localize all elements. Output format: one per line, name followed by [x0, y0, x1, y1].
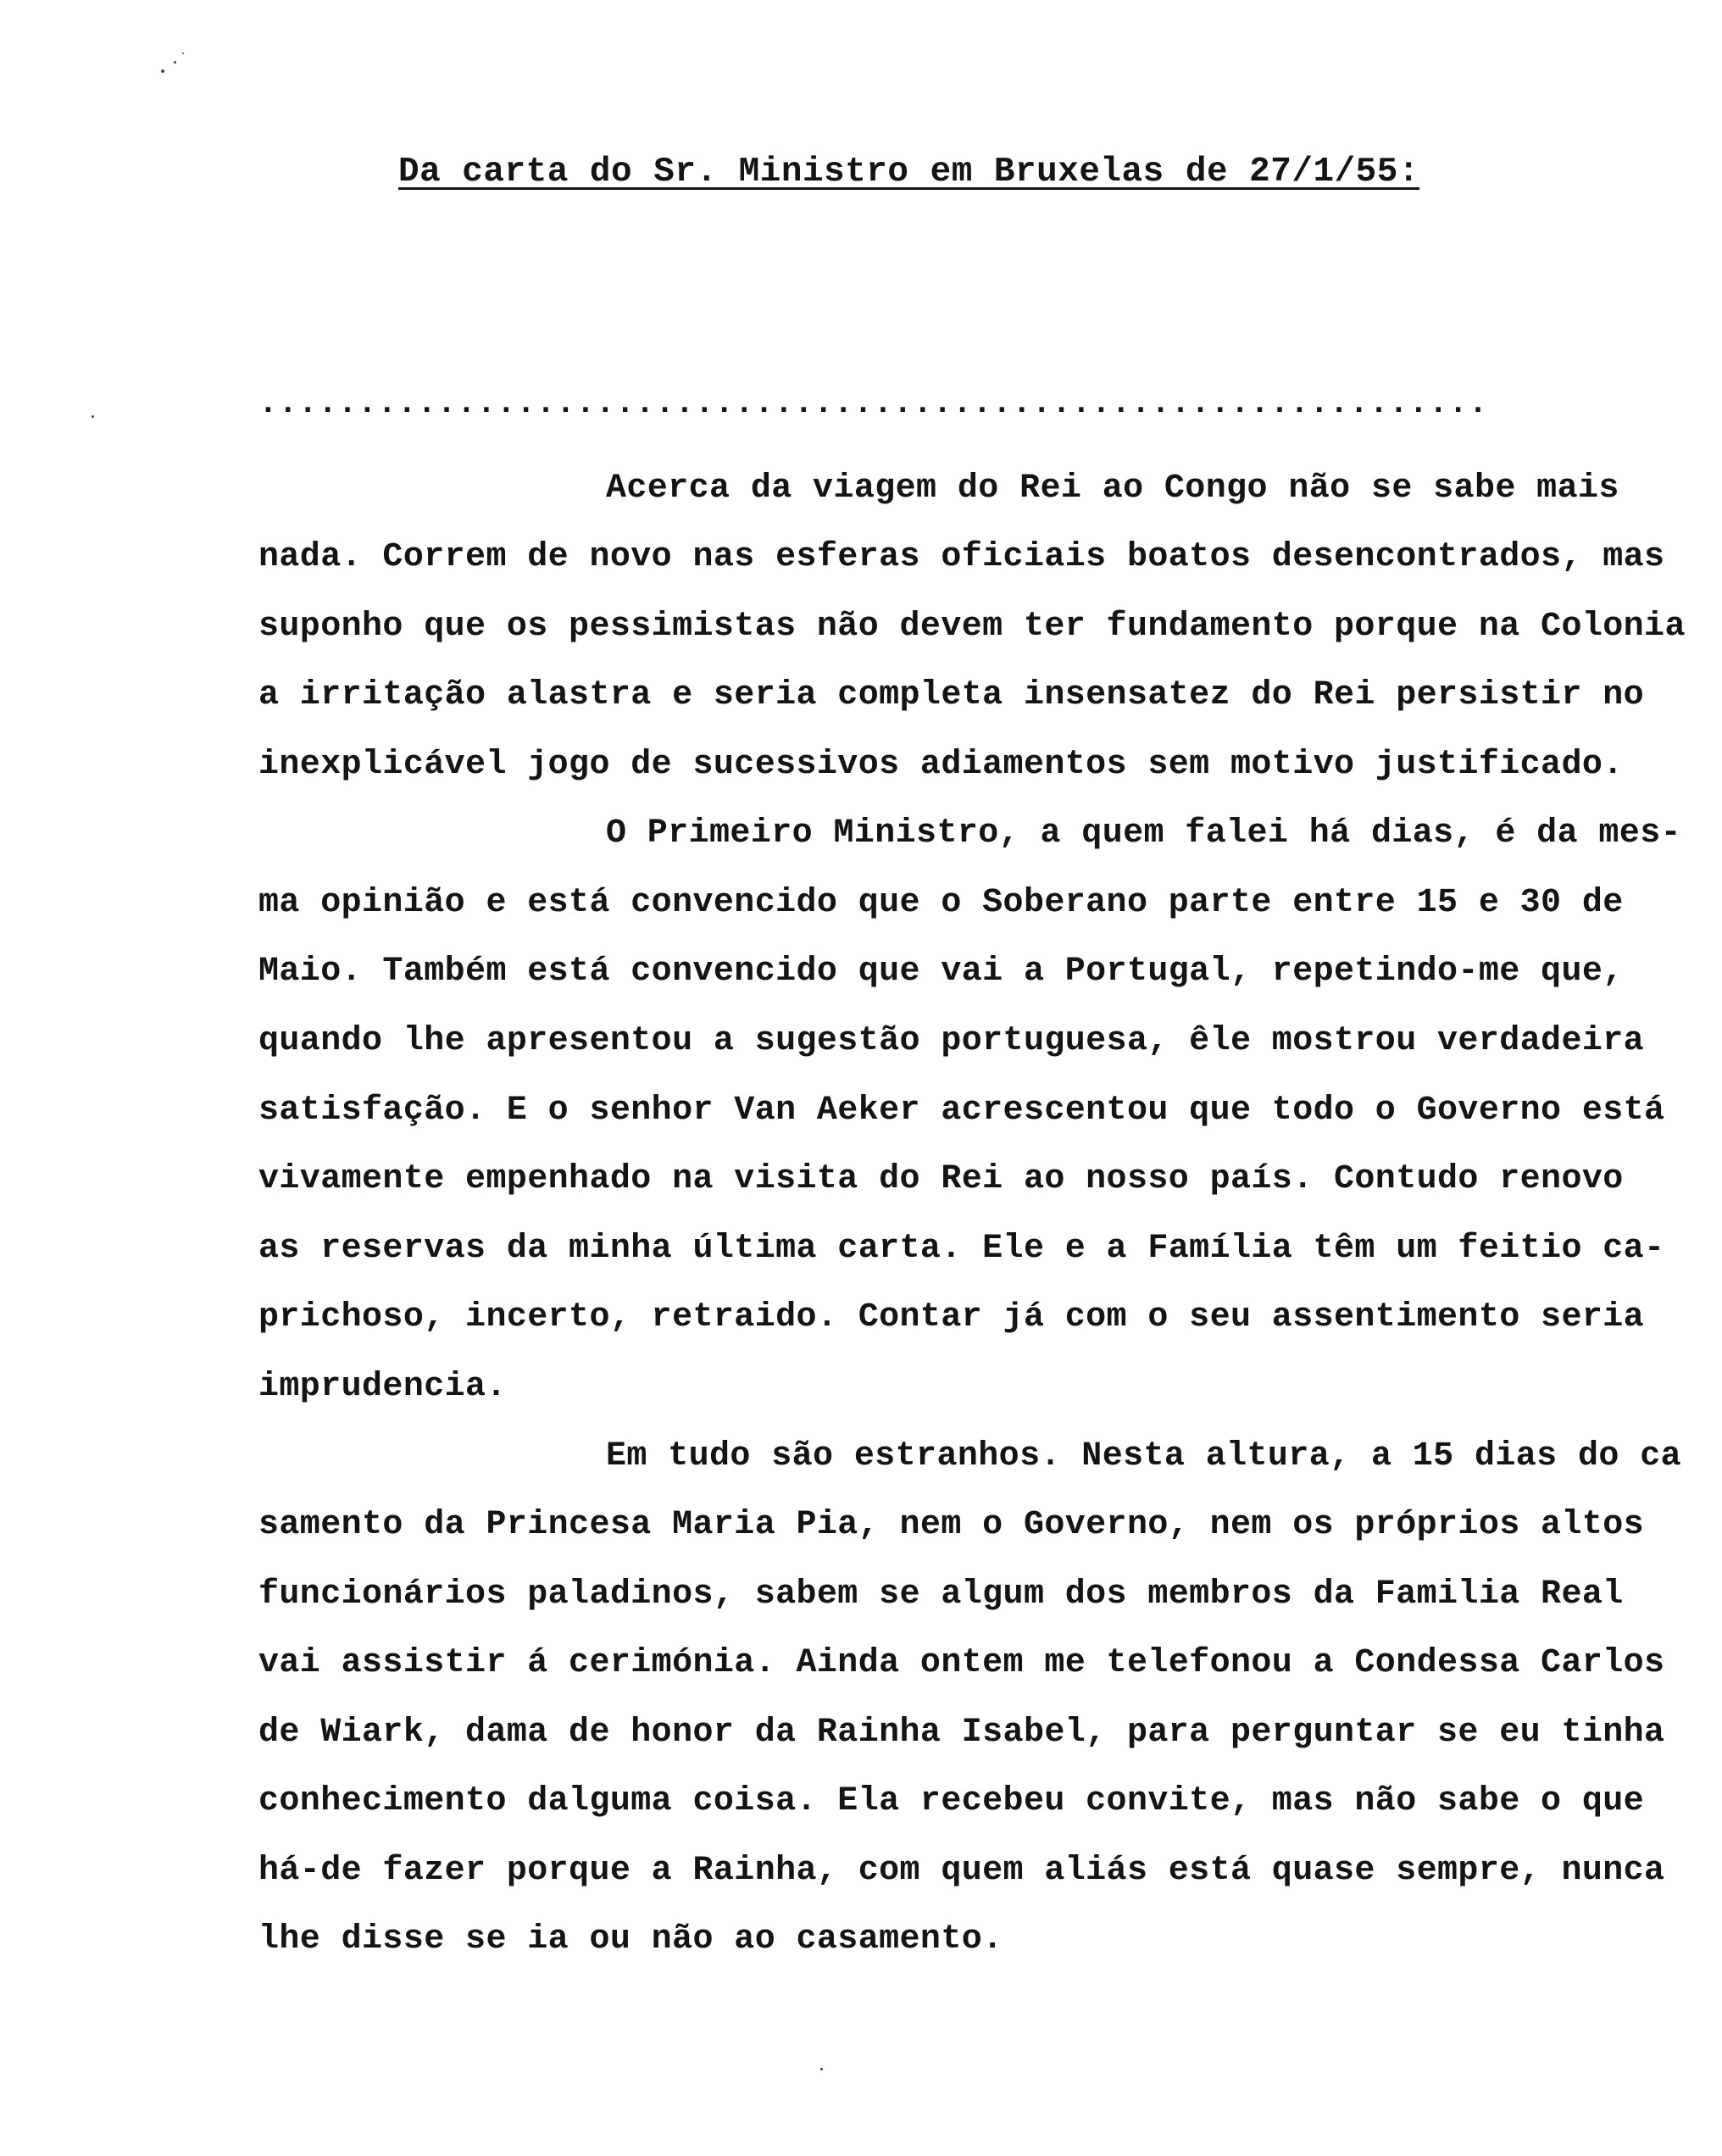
- paragraph-2-line-7: as reservas da minha última carta. Ele e a Família têm um feitio ca-: [258, 1230, 1665, 1268]
- paragraph-1-line-5: inexplicável jogo de sucessivos adiamentos sem motivo justificado.: [258, 746, 1624, 784]
- paragraph-2-line-2: ma opinião e está convencido que o Soberano parte entre 15 e 30 de: [258, 884, 1624, 922]
- paragraph-3-line-4: vai assistir á cerimónia. Ainda ontem me telefonou a Condessa Carlos: [258, 1644, 1665, 1682]
- scan-speck: [820, 2068, 823, 2070]
- scan-speck: [161, 69, 164, 73]
- separator-dots: ..............................................................: [258, 386, 1489, 422]
- document-title: Da carta do Sr. Ministro em Bruxelas de 27/1/55:: [398, 153, 1419, 192]
- paragraph-1-line-4: a irritação alastra e seria completa insensatez do Rei persistir no: [258, 676, 1645, 714]
- paragraph-2-line-8: prichoso, incerto, retraido. Contar já com o seu assentimento seria: [258, 1298, 1645, 1336]
- paragraph-3-line-2: samento da Princesa Maria Pia, nem o Governo, nem os próprios altos: [258, 1506, 1645, 1544]
- paragraph-3-line-1: Em tudo são estranhos. Nesta altura, a 15 dias do ca: [606, 1437, 1682, 1475]
- paragraph-2-line-3: Maio. Também está convencido que vai a Portugal, repetindo-me que,: [258, 953, 1624, 991]
- paragraph-3-line-7: há-de fazer porque a Rainha, com quem aliás está quase sempre, nunca: [258, 1852, 1665, 1890]
- paragraph-2-line-1: O Primeiro Ministro, a quem falei há dias, é da mes-: [606, 814, 1682, 853]
- paragraph-3-line-8: lhe disse se ia ou não ao casamento.: [258, 1920, 1003, 1959]
- paragraph-1-line-3: suponho que os pessimistas não devem ter fundamento porque na Colonia: [258, 608, 1686, 646]
- paragraph-3-line-6: conhecimento dalguma coisa. Ela recebeu convite, mas não sabe o que: [258, 1782, 1645, 1820]
- scan-speck: [182, 53, 184, 54]
- scan-speck: [92, 415, 94, 418]
- paragraph-3-line-3: funcionários paladinos, sabem se algum dos membros da Familia Real: [258, 1575, 1624, 1614]
- paragraph-2-line-5: satisfação. E o senhor Van Aeker acrescentou que todo o Governo está: [258, 1092, 1665, 1130]
- paragraph-2-line-9: imprudencia.: [258, 1368, 507, 1406]
- paragraph-1-line-2: nada. Correm de novo nas esferas oficiais boatos desencontrados, mas: [258, 538, 1665, 576]
- paragraph-1-line-1: Acerca da viagem do Rei ao Congo não se sabe mais: [606, 470, 1619, 508]
- paragraph-2-line-4: quando lhe apresentou a sugestão portuguesa, êle mostrou verdadeira: [258, 1022, 1645, 1060]
- paragraph-3-line-5: de Wiark, dama de honor da Rainha Isabel, para perguntar se eu tinha: [258, 1714, 1665, 1752]
- scan-speck: [174, 61, 176, 64]
- paragraph-2-line-6: vivamente empenhado na visita do Rei ao nosso país. Contudo renovo: [258, 1160, 1624, 1198]
